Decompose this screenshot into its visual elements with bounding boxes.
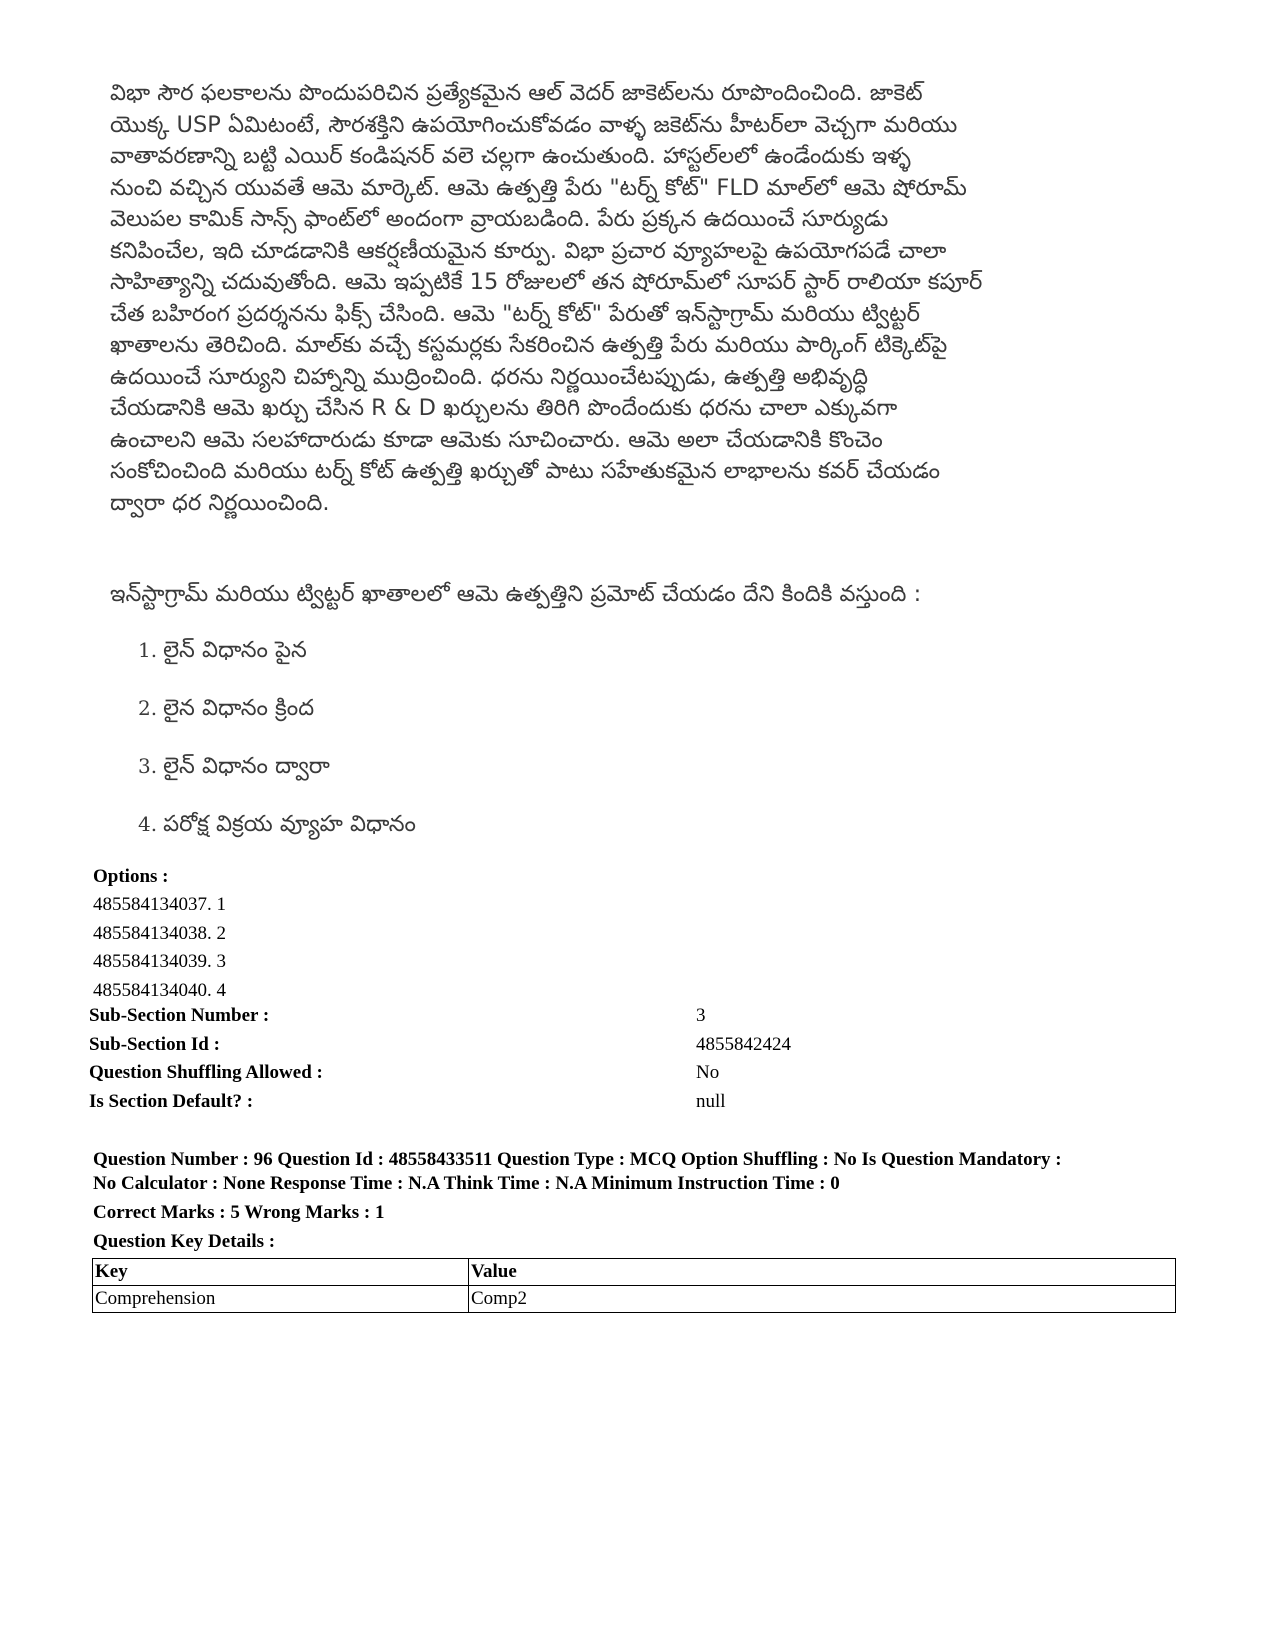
passage-line: ఖాతాలను తెరిచింది. మాల్‌కు వచ్చే కస్టమర్లకు సేకరించిన ఉత్పత్తి పేరు మరియు పార్కింగ్ టిక్కెట్‌పై xyxy=(110,332,948,358)
field-label: Question Shuffling Allowed : xyxy=(89,1062,323,1083)
options-list xyxy=(93,893,226,1007)
passage-line: నుంచి వచ్చిన యువతే ఆమె మార్కెట్. ఆమె ఉత్పత్తి పేరు "టర్న్ కోట్" FLD మాల్‌లో ఆమె షోరూమ్ xyxy=(110,174,967,201)
marks-line: Correct Marks : 5 Wrong Marks : 1 xyxy=(93,1202,385,1223)
field-value: No xyxy=(696,1062,720,1083)
table-cell: Comprehension xyxy=(93,1286,469,1313)
column-header: Key xyxy=(93,1259,469,1286)
table-row xyxy=(93,1286,1176,1313)
key-details-heading: Question Key Details : xyxy=(93,1231,276,1252)
question-text: ఇన్‌స్టాగ్రామ్ మరియు ట్విట్టర్ ఖాతాలలో ఆమె ఉత్పత్తిని ప్రమోట్ చేయడం దేని కిందికి వస్తుంది : xyxy=(110,581,922,607)
choice-number: 4. xyxy=(138,812,158,836)
choice-number: 1. xyxy=(138,638,158,662)
field-label: Is Section Default? : xyxy=(89,1090,254,1112)
options-heading: Options : xyxy=(93,866,169,887)
choice-text: లైన్ విధానం ద్వారా xyxy=(163,753,330,779)
table-cell: Comp2 xyxy=(469,1286,1176,1313)
subsection-number-row xyxy=(89,1004,1089,1033)
passage-line: ఉంచాలని ఆమె సలహాదారుడు కూడా ఆమెకు సూచించారు. ఆమె అలా చేయడానికి కొంచెం xyxy=(110,426,883,453)
field-value: null xyxy=(696,1090,726,1112)
question-header xyxy=(93,1148,1193,1196)
question-header-line: No Calculator : None Response Time : N.A Think Time : N.A Minimum Instruction Time : 0 xyxy=(93,1173,840,1194)
passage-line: చేయడానికి ఆమె ఖర్చు చేసిన R & D ఖర్చులను తిరిగి పొందేందుకు ధరను చాలా ఎక్కువగా xyxy=(110,395,898,421)
answer-choice xyxy=(138,750,416,808)
column-header: Value xyxy=(469,1259,1176,1286)
option-item: 485584134037. 1 xyxy=(93,894,226,915)
passage-line: చేత బహిరంగ ప్రదర్శనను ఫిక్స్ చేసింది. ఆమె "టర్న్ కోట్" పేరుతో ఇన్‌స్టాగ్రామ్ మరియు ట్విట్టర్ xyxy=(110,300,920,327)
answer-choices xyxy=(138,634,416,866)
choice-text: పరోక్ష విక్రయ వ్యూహ విధానం xyxy=(163,811,416,837)
question-shuffling-row xyxy=(89,1061,1089,1090)
passage-line: వాతావరణాన్ని బట్టి ఎయిర్ కండిషనర్ వలె చల్లగా ఉంచుతుంది. హాస్టల్‌లలో ఉండేందుకు ఇళ్ళ xyxy=(110,143,911,169)
comprehension-passage xyxy=(110,78,1150,519)
field-value: 3 xyxy=(696,1005,706,1026)
table-header-row xyxy=(93,1259,1176,1286)
passage-line: కనిపించేల, ఇది చూడడానికి ఆకర్షణీయమైన కూర్పు. విభా ప్రచార వ్యూహలపై ఉపయోగపడే చాలా xyxy=(110,237,947,264)
choice-text: లైన విధానం క్రింద xyxy=(163,695,315,721)
passage-line: సాహిత్యాన్ని చదువుతోంది. ఆమె ఇప్పటికే 15 రోజులలో తన షోరూమ్‌లో సూపర్ స్టార్ రాలియా కపూర్ xyxy=(110,269,983,295)
option-item: 485584134039. 3 xyxy=(93,951,226,972)
passage-line: ఉదయించే సూర్యుని చిహ్నాన్ని ముద్రించింది. ధరను నిర్ణయించేటప్పుడు, ఉత్పత్తి అభివృద్ధి xyxy=(110,363,869,390)
subsection-id-row xyxy=(89,1033,1089,1062)
choice-text: లైన్ విధానం పైన xyxy=(163,637,307,663)
question-header-line: Question Number : 96 Question Id : 48558433511 Question Type : MCQ Option Shuffling : No Is Question Mandatory : xyxy=(93,1149,1062,1170)
field-label: Sub-Section Id : xyxy=(89,1033,220,1055)
passage-line: ద్వారా ధర నిర్ణయించింది. xyxy=(110,489,330,516)
section-default-row xyxy=(89,1090,1089,1119)
answer-choice xyxy=(138,692,416,750)
option-item: 485584134038. 2 xyxy=(93,922,226,944)
choice-number: 3. xyxy=(138,754,158,778)
passage-line: వెలుపల కామిక్ సాన్స్ ఫాంట్‌లో అందంగా వ్రాయబడింది. పేరు ప్రక్కన ఉదయించే సూర్యుడు xyxy=(110,206,889,232)
field-label: Sub-Section Number : xyxy=(89,1005,270,1026)
passage-line: విభా సౌర ఫలకాలను పొందుపరిచిన ప్రత్యేకమైన ఆల్ వెదర్ జాకెట్‌లను రూపొందించింది. జాకెట్ xyxy=(110,80,923,106)
passage-line: సంకోచించింది మరియు టర్న్ కోట్ ఉత్పత్తి ఖర్చుతో పాటు సహేతుకమైన లాభాలను కవర్ చేయడం xyxy=(110,458,941,484)
passage-line: యొక్క USP ఏమిటంటే, సౌరశక్తిని ఉపయోగించుకోవడం వాళ్ళ జకెట్‌ను హీటర్‌లా వెచ్చగా మరియు xyxy=(110,111,958,138)
subsection-details xyxy=(89,1004,1089,1118)
option-item: 485584134040. 4 xyxy=(93,979,226,1001)
answer-choice xyxy=(138,634,416,692)
key-details-table xyxy=(92,1258,1176,1313)
choice-number: 2. xyxy=(138,696,158,720)
answer-choice xyxy=(138,808,416,866)
field-value: 4855842424 xyxy=(696,1033,791,1055)
